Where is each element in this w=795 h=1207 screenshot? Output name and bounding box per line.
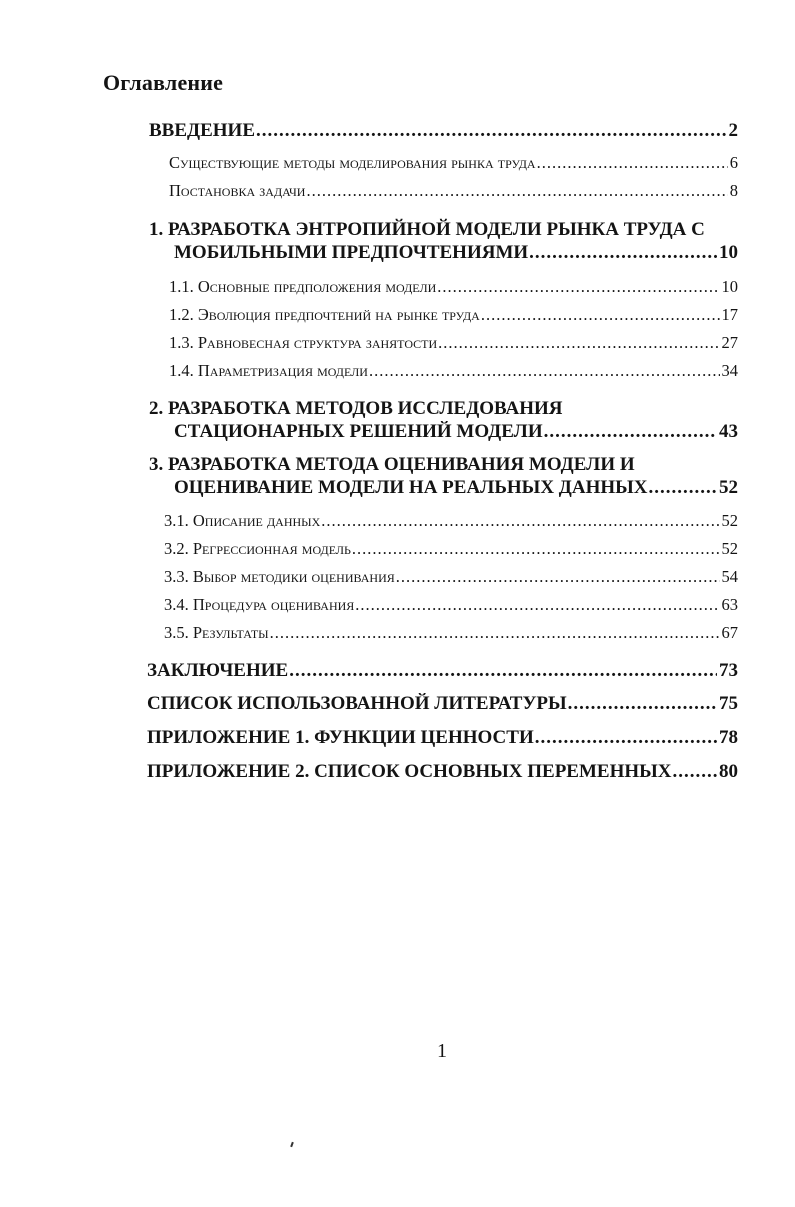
toc-entry-label: Существующие методы моделирования рынка труда <box>169 153 536 172</box>
leader-dots <box>396 567 720 587</box>
toc-entry-label-line1: 1. РАЗРАБОТКА ЭНТРОПИЙНОЙ МОДЕЛИ РЫНКА ТРУДА С <box>149 219 705 240</box>
toc-entry-label: 1.2. Эволюция предпочтений на рынке труда <box>169 305 480 324</box>
leader-dots <box>673 761 717 783</box>
toc-entry-label-line1: 3. РАЗРАБОТКА МЕТОДА ОЦЕНИВАНИЯ МОДЕЛИ И <box>149 454 635 475</box>
leader-dots <box>437 277 719 297</box>
toc-entry-label: 3.4. Процедура оценивания <box>164 595 355 614</box>
toc-page-number: 10 <box>719 242 738 263</box>
toc-entry-label: СПИСОК ИСПОЛЬЗОВАННОЙ ЛИТЕРАТУРЫ <box>147 693 567 714</box>
toc-page-number: 80 <box>719 761 738 782</box>
toc-page-number: 52 <box>721 511 738 530</box>
toc-entry-1-4[interactable] <box>169 361 738 381</box>
leader-dots <box>289 660 717 682</box>
toc-page-number: 17 <box>721 305 738 324</box>
leader-dots <box>369 361 720 381</box>
toc-entry-intro-sub-1[interactable] <box>169 153 738 173</box>
toc-entry-1-2[interactable] <box>169 305 738 325</box>
leader-dots <box>537 153 728 173</box>
toc-entry-label: 1.4. Параметризация модели <box>169 361 368 380</box>
toc-entry-1-3[interactable] <box>169 333 738 353</box>
toc-entry-label: ПРИЛОЖЕНИЕ 2. СПИСОК ОСНОВНЫХ ПЕРЕМЕННЫХ <box>147 761 672 782</box>
leader-dots <box>321 511 719 531</box>
toc-entry-chapter-2[interactable] <box>149 398 738 443</box>
leader-dots <box>355 595 719 615</box>
toc-entry-chapter-3[interactable] <box>149 454 738 499</box>
page-title: Оглавление <box>103 70 224 95</box>
toc-entry-label: 3.1. Описание данных <box>164 511 321 530</box>
toc-entry-label: ЗАКЛЮЧЕНИЕ <box>147 660 289 681</box>
scan-artifact <box>290 1142 294 1147</box>
toc-entry-label: ВВЕДЕНИЕ <box>149 120 255 141</box>
toc-page-number: 75 <box>719 693 738 714</box>
toc-entry-label: 3.5. Результаты <box>164 623 269 642</box>
toc-page-number: 6 <box>729 153 738 172</box>
toc-page-number: 63 <box>721 595 738 614</box>
leader-dots <box>529 242 717 264</box>
toc-page-number: 27 <box>721 333 738 352</box>
toc-page-number: 73 <box>719 660 738 681</box>
toc-entry-label: ПРИЛОЖЕНИЕ 1. ФУНКЦИИ ЦЕННОСТИ <box>147 727 534 748</box>
toc-entry-label: 3.3. Выбор методики оценивания <box>164 567 395 586</box>
toc-page-number: 43 <box>719 421 738 442</box>
toc-page-number: 8 <box>729 181 738 200</box>
toc-entry-intro[interactable] <box>149 120 738 142</box>
leader-dots <box>352 539 720 559</box>
leader-dots <box>649 477 717 499</box>
toc-entry-label-line2: ОЦЕНИВАНИЕ МОДЕЛИ НА РЕАЛЬНЫХ ДАННЫХ <box>174 477 648 498</box>
toc-page-number: 52 <box>719 477 738 498</box>
toc-entry-label: 3.2. Регрессионная модель <box>164 539 351 558</box>
leader-dots <box>568 693 717 715</box>
toc-page-number: 54 <box>721 567 738 586</box>
leader-dots <box>270 623 720 643</box>
toc-entry-3-5[interactable] <box>164 623 738 643</box>
leader-dots <box>306 181 727 201</box>
toc-entry-3-1[interactable] <box>164 511 738 531</box>
leader-dots <box>256 120 727 142</box>
toc-entry-label: 1.3. Равновесная структура занятости <box>169 333 438 352</box>
toc-entry-conclusion[interactable] <box>147 660 738 682</box>
toc-entry-label-line1: 2. РАЗРАБОТКА МЕТОДОВ ИССЛЕДОВАНИЯ <box>149 398 563 419</box>
toc-entry-references[interactable] <box>147 693 738 715</box>
toc-entry-chapter-1[interactable] <box>149 219 738 264</box>
toc-page-number: 2 <box>728 120 738 141</box>
toc-page-number: 78 <box>719 727 738 748</box>
toc-entry-appendix-2[interactable] <box>147 761 738 783</box>
leader-dots <box>535 727 717 749</box>
toc-entry-label-line2: МОБИЛЬНЫМИ ПРЕДПОЧТЕНИЯМИ <box>174 242 529 263</box>
toc-entry-3-2[interactable] <box>164 539 738 559</box>
toc-entry-label-line2: СТАЦИОНАРНЫХ РЕШЕНИЙ МОДЕЛИ <box>174 421 543 442</box>
toc-entry-3-4[interactable] <box>164 595 738 615</box>
toc-page-number: 52 <box>721 539 738 558</box>
toc-entry-label: Постановка задачи <box>169 181 306 200</box>
toc-entry-intro-sub-2[interactable] <box>169 181 738 201</box>
leader-dots <box>544 421 717 443</box>
toc-entry-label: 1.1. Основные предположения модели <box>169 277 437 296</box>
toc-entry-appendix-1[interactable] <box>147 727 738 749</box>
toc-page-number: 10 <box>721 277 738 296</box>
toc-entry-1-1[interactable] <box>169 277 738 297</box>
toc-entry-3-3[interactable] <box>164 567 738 587</box>
page-number: 1 <box>437 1040 447 1062</box>
toc-page-number: 34 <box>721 361 738 380</box>
leader-dots <box>438 333 719 353</box>
leader-dots <box>481 305 720 325</box>
toc-page-number: 67 <box>721 623 738 642</box>
